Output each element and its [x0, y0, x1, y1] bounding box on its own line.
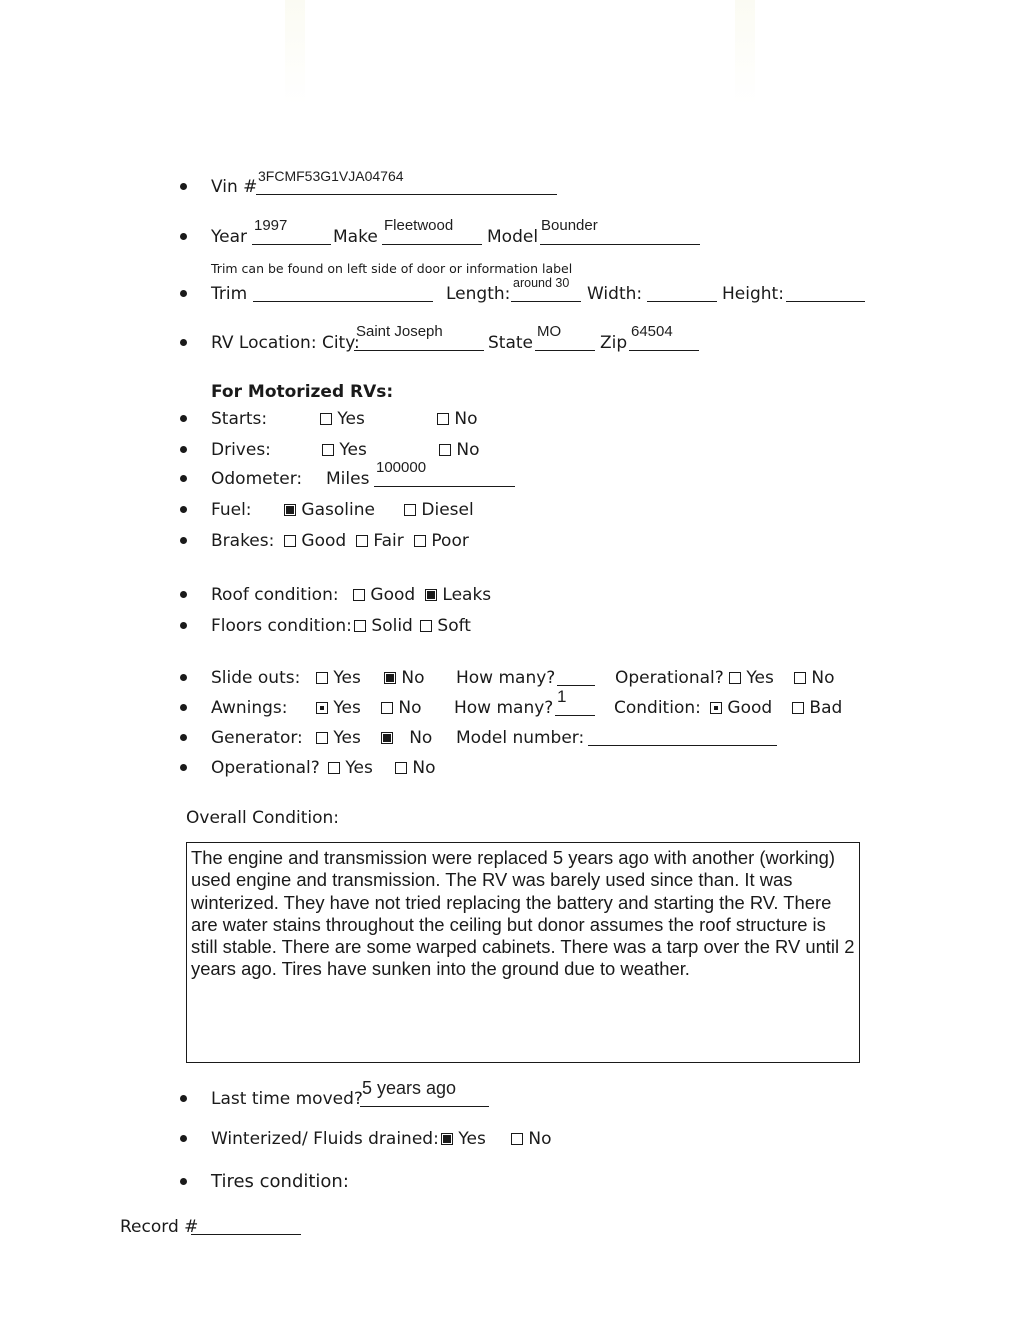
winterized-yes-label: Yes — [458, 1129, 486, 1149]
bullet-icon — [180, 537, 187, 544]
checkbox-icon[interactable] — [794, 672, 806, 684]
overall-condition-box[interactable] — [186, 842, 860, 1063]
slideouts-how-many-field[interactable] — [557, 685, 595, 686]
bullet-icon — [180, 764, 187, 771]
winterized-no-option[interactable] — [511, 1126, 552, 1152]
width-field[interactable] — [647, 301, 717, 302]
year-field[interactable] — [252, 244, 331, 245]
checkbox-icon[interactable] — [414, 535, 426, 547]
awnings-bad-option[interactable] — [792, 695, 842, 721]
odometer-row — [0, 459, 1024, 492]
checkbox-icon[interactable] — [420, 620, 432, 632]
checkbox-checked-icon[interactable] — [284, 504, 296, 516]
generator-no-option[interactable] — [381, 725, 432, 751]
slideouts-yes-label: Yes — [333, 668, 361, 688]
brakes-good-label: Good — [301, 531, 347, 551]
slideouts-how-many-label: How many? — [456, 668, 556, 688]
checkbox-icon[interactable] — [356, 535, 368, 547]
checkbox-checked-icon[interactable] — [441, 1133, 453, 1145]
brakes-fair-label: Fair — [373, 531, 404, 551]
floors-soft-option[interactable] — [420, 613, 471, 639]
bullet-icon — [180, 622, 187, 629]
drives-no-option[interactable] — [439, 437, 480, 463]
year-make-model-row — [0, 217, 1024, 250]
bullet-icon — [180, 506, 187, 513]
roof-row — [0, 582, 1024, 608]
vin-label: Vin # — [211, 177, 258, 197]
floors-label: Floors condition: — [211, 616, 352, 636]
starts-no-option[interactable] — [437, 406, 478, 432]
roof-leaks-option[interactable] — [425, 582, 491, 608]
checkbox-icon[interactable] — [439, 444, 451, 456]
awnings-yes-option[interactable] — [316, 695, 361, 721]
zip-value: 64504 — [631, 323, 673, 340]
bullet-icon — [180, 1095, 187, 1102]
checkbox-icon[interactable] — [316, 732, 328, 744]
bullet-icon — [180, 415, 187, 422]
brakes-fair-option[interactable] — [356, 528, 404, 554]
generator-model-label: Model number: — [456, 728, 585, 748]
scan-artifact — [285, 0, 305, 105]
bullet-icon — [180, 674, 187, 681]
model-field[interactable] — [540, 244, 700, 245]
model-label: Model — [487, 227, 539, 247]
vin-value: 3FCMF53G1VJA04764 — [258, 168, 404, 184]
awnings-condition-label: Condition: — [614, 698, 701, 718]
roof-leaks-label: Leaks — [442, 585, 492, 605]
checkbox-icon[interactable] — [320, 413, 332, 425]
checkbox-checked-icon[interactable] — [316, 702, 328, 714]
miles-field[interactable] — [374, 486, 515, 487]
make-value: Fleetwood — [384, 217, 454, 234]
checkbox-icon[interactable] — [354, 620, 366, 632]
motorized-heading: For Motorized RVs: — [211, 382, 394, 402]
operational-no-option[interactable] — [395, 755, 436, 781]
zip-label: Zip — [600, 333, 628, 353]
trim-label: Trim — [211, 284, 248, 304]
bullet-icon — [180, 475, 187, 482]
checkbox-icon[interactable] — [404, 504, 416, 516]
fuel-gasoline-label: Gasoline — [301, 500, 375, 520]
bullet-icon — [180, 339, 187, 346]
fuel-diesel-option[interactable] — [404, 497, 474, 523]
bullet-icon — [180, 704, 187, 711]
drives-label: Drives: — [211, 440, 271, 460]
vin-field[interactable] — [256, 194, 557, 195]
overall-condition-label: Overall Condition: — [186, 808, 340, 828]
floors-soft-label: Soft — [437, 616, 471, 636]
location-row — [0, 323, 1024, 356]
winterized-label: Winterized/ Fluids drained: — [211, 1129, 439, 1149]
operational-yes-option[interactable] — [328, 755, 373, 781]
vin-row — [0, 168, 1024, 200]
drives-no-label: No — [456, 440, 480, 460]
drives-yes-label: Yes — [339, 440, 367, 460]
record-row — [0, 1214, 1024, 1240]
slideouts-no-option[interactable] — [384, 665, 425, 691]
fuel-label: Fuel: — [211, 500, 252, 520]
operational-no-label: No — [412, 758, 436, 778]
checkbox-checked-icon[interactable] — [710, 702, 722, 714]
record-field[interactable] — [191, 1234, 301, 1235]
checkbox-checked-icon[interactable] — [425, 589, 437, 601]
checkbox-icon[interactable] — [729, 672, 741, 684]
slideouts-op-yes-option[interactable] — [729, 665, 774, 691]
fuel-diesel-label: Diesel — [421, 500, 474, 520]
generator-no-label: No — [409, 728, 433, 748]
checkbox-icon[interactable] — [328, 762, 340, 774]
city-value: Saint Joseph — [356, 323, 443, 340]
state-label: State — [488, 333, 533, 353]
trim-field[interactable] — [253, 301, 433, 302]
width-label: Width: — [587, 284, 643, 304]
awnings-good-label: Good — [727, 698, 773, 718]
drives-row — [0, 437, 1024, 463]
bullet-icon — [180, 290, 187, 297]
operational-row — [0, 755, 1024, 781]
awnings-how-many-field[interactable] — [555, 715, 595, 716]
operational-label: Operational? — [211, 758, 320, 778]
starts-no-label: No — [454, 409, 478, 429]
generator-row — [0, 725, 1024, 751]
bullet-icon — [180, 734, 187, 741]
brakes-good-option[interactable] — [284, 528, 346, 554]
miles-value: 100000 — [376, 459, 427, 476]
starts-yes-label: Yes — [337, 409, 365, 429]
winterized-row — [0, 1126, 1024, 1152]
tires-label: Tires condition: — [211, 1171, 349, 1192]
slideouts-label: Slide outs: — [211, 668, 301, 688]
zip-field[interactable] — [629, 350, 699, 351]
generator-yes-option[interactable] — [316, 725, 361, 751]
checkbox-icon[interactable] — [511, 1133, 523, 1145]
checkbox-checked-icon[interactable] — [384, 672, 396, 684]
city-field[interactable] — [354, 350, 484, 351]
make-field[interactable] — [382, 244, 482, 245]
checkbox-icon[interactable] — [322, 444, 334, 456]
brakes-poor-option[interactable] — [414, 528, 469, 554]
generator-yes-label: Yes — [333, 728, 361, 748]
last-moved-row — [0, 1078, 1024, 1112]
miles-label: Miles — [326, 469, 370, 489]
awnings-good-option[interactable] — [710, 695, 772, 721]
trim-note: Trim can be found on left side of door or information label — [211, 261, 573, 276]
awnings-row — [0, 687, 1024, 721]
awnings-how-many-value: 1 — [557, 687, 567, 706]
fuel-gasoline-option[interactable] — [284, 497, 375, 523]
overall-label-row — [0, 805, 1024, 831]
awnings-bad-label: Bad — [809, 698, 843, 718]
generator-model-field[interactable] — [588, 745, 777, 746]
awnings-label: Awnings: — [211, 698, 288, 718]
length-label: Length: — [446, 284, 511, 304]
slideouts-no-label: No — [401, 668, 425, 688]
checkbox-icon[interactable] — [792, 702, 804, 714]
starts-yes-option[interactable] — [320, 406, 365, 432]
checkbox-icon[interactable] — [316, 672, 328, 684]
bullet-icon — [180, 1178, 187, 1185]
last-moved-value: 5 years ago — [362, 1078, 457, 1098]
bullet-icon — [180, 233, 187, 240]
model-value: Bounder — [541, 217, 598, 234]
record-label: Record # — [120, 1217, 199, 1237]
year-value: 1997 — [254, 217, 288, 234]
checkbox-icon[interactable] — [395, 762, 407, 774]
bullet-icon — [180, 183, 187, 190]
fuel-row — [0, 497, 1024, 523]
last-moved-label: Last time moved? — [211, 1089, 363, 1109]
state-field[interactable] — [535, 350, 595, 351]
make-label: Make — [333, 227, 378, 247]
brakes-label: Brakes: — [211, 531, 275, 551]
floors-row — [0, 613, 1024, 639]
awnings-no-option[interactable] — [381, 695, 422, 721]
brakes-row — [0, 528, 1024, 554]
slideouts-row — [0, 665, 1024, 691]
slideouts-op-no-option[interactable] — [794, 665, 835, 691]
drives-yes-option[interactable] — [322, 437, 367, 463]
odometer-label: Odometer: — [211, 469, 303, 489]
brakes-poor-label: Poor — [431, 531, 469, 551]
slideouts-op-no-label: No — [811, 668, 835, 688]
last-moved-field[interactable] — [360, 1106, 489, 1107]
floors-solid-option[interactable] — [354, 613, 413, 639]
overall-condition-text: The engine and transmission were replaced 5 years ago with another (working) used engine and transmission. The RV was barely used since than. It was winterized. They have not tried replacing the battery and starting the RV. There are water stains throughout the ceiling but donor assumes the roof structure is still stable. There are some warped cabinets. There was a tarp over the RV until 2 years ago. Tires have sunken into the ground due to weather. — [191, 847, 855, 980]
motorized-heading-row — [0, 379, 1024, 405]
bullet-icon — [180, 446, 187, 453]
dimensions-row — [0, 276, 1024, 307]
height-field[interactable] — [786, 301, 865, 302]
checkbox-icon[interactable] — [437, 413, 449, 425]
awnings-yes-label: Yes — [333, 698, 361, 718]
scan-artifact — [735, 0, 755, 105]
length-value: around 30 — [513, 276, 570, 290]
city-label: RV Location: City: — [211, 333, 360, 353]
slideouts-operational-label: Operational? — [615, 668, 724, 688]
awnings-no-label: No — [398, 698, 422, 718]
year-label: Year — [211, 227, 247, 247]
roof-good-label: Good — [370, 585, 416, 605]
state-value: MO — [537, 323, 562, 340]
bullet-icon — [180, 591, 187, 598]
checkbox-icon[interactable] — [353, 589, 365, 601]
winterized-no-label: No — [528, 1129, 552, 1149]
slideouts-yes-option[interactable] — [316, 665, 361, 691]
awnings-how-many-label: How many? — [454, 698, 554, 718]
roof-good-option[interactable] — [353, 582, 415, 608]
checkbox-checked-icon[interactable] — [381, 732, 393, 744]
bullet-icon — [180, 1135, 187, 1142]
operational-yes-label: Yes — [345, 758, 373, 778]
starts-row — [0, 406, 1024, 432]
starts-label: Starts: — [211, 409, 268, 429]
slideouts-op-yes-label: Yes — [746, 668, 774, 688]
floors-solid-label: Solid — [371, 616, 413, 636]
height-label: Height: — [722, 284, 784, 304]
winterized-yes-option[interactable] — [441, 1126, 486, 1152]
roof-label: Roof condition: — [211, 585, 339, 605]
checkbox-icon[interactable] — [284, 535, 296, 547]
checkbox-icon[interactable] — [381, 702, 393, 714]
generator-label: Generator: — [211, 728, 303, 748]
length-field[interactable] — [511, 301, 581, 302]
tires-row — [0, 1169, 1024, 1195]
